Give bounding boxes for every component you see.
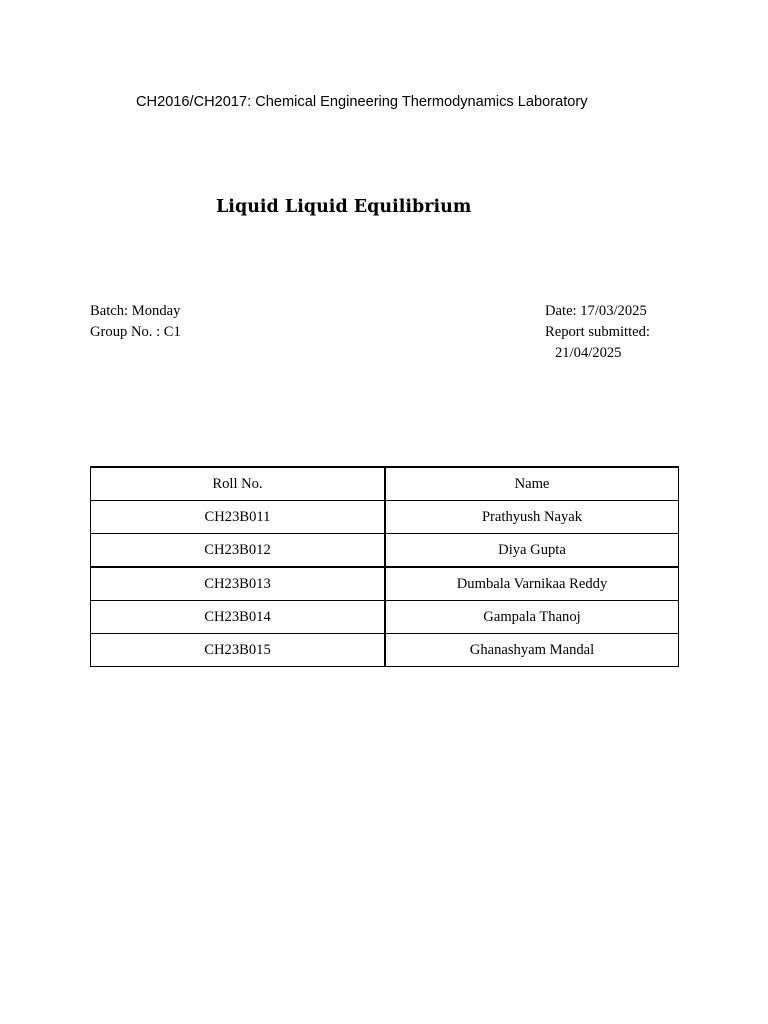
table-row (91, 634, 679, 667)
course-header: CH2016/CH2017: Chemical Engineering Thermodynamics Laboratory (136, 94, 588, 110)
group-label: Group No. : C1 (90, 324, 181, 340)
table-row (91, 501, 679, 534)
roll-no-cell: CH23B015 (91, 634, 386, 667)
report-submitted-date: 21/04/2025 (555, 345, 622, 361)
left-meta (90, 301, 181, 343)
roll-no-cell: CH23B012 (91, 534, 386, 568)
name-cell: Gampala Thanoj (385, 601, 679, 634)
roll-no-cell: CH23B011 (91, 501, 386, 534)
roll-no-cell: CH23B014 (91, 601, 386, 634)
date-label: Date: 17/03/2025 (545, 303, 647, 319)
name-cell: Dumbala Varnikaa Reddy (385, 567, 679, 601)
table-row (91, 534, 679, 568)
roll-no-cell: CH23B013 (91, 567, 386, 601)
name-cell: Ghanashyam Mandal (385, 634, 679, 667)
roll-no-header: Roll No. (91, 467, 386, 501)
document-title: Liquid Liquid Equilibrium (216, 197, 472, 217)
report-submitted-label: Report submitted: (545, 324, 650, 340)
name-cell: Prathyush Nayak (385, 501, 679, 534)
batch-label: Batch: Monday (90, 303, 181, 319)
members-table (90, 466, 679, 667)
name-header: Name (385, 467, 679, 501)
table-row (91, 601, 679, 634)
right-meta (545, 301, 650, 364)
table-row (91, 567, 679, 601)
name-cell: Diya Gupta (385, 534, 679, 568)
table-header-row (91, 467, 679, 501)
